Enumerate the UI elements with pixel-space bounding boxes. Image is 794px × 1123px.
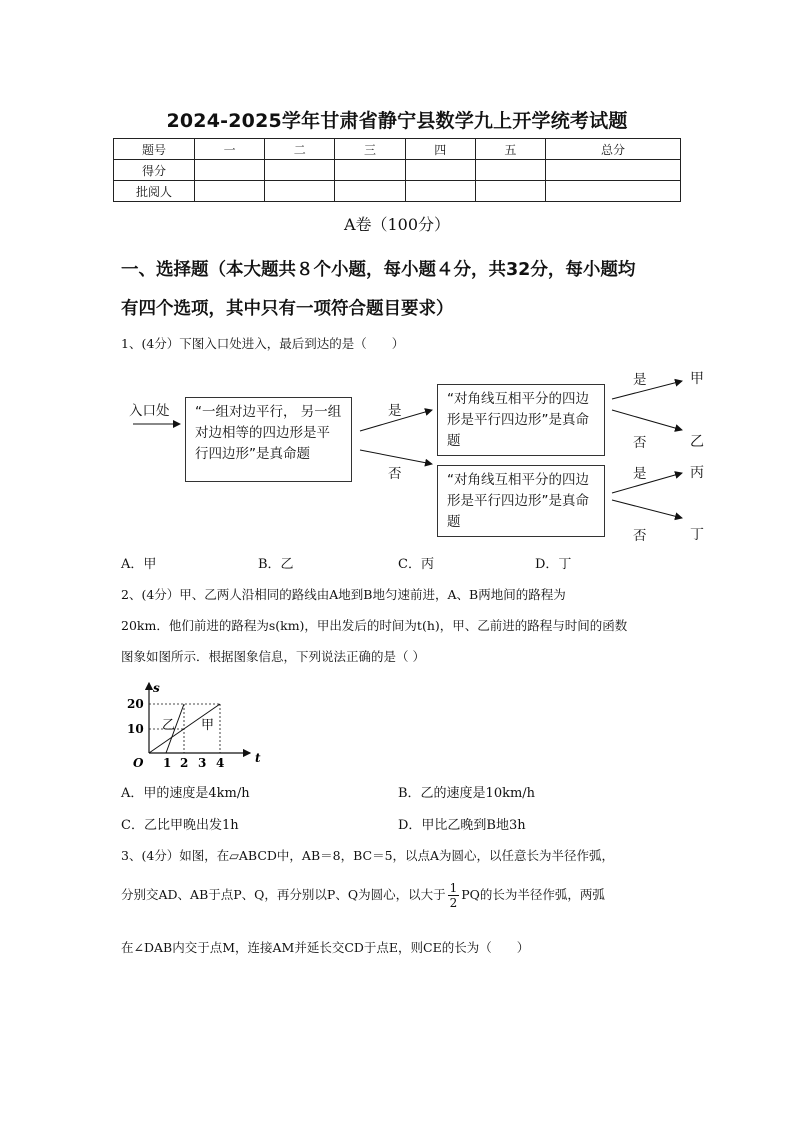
q2-graph xyxy=(120,678,270,773)
table-cell xyxy=(265,160,335,181)
fraction-denominator: 2 xyxy=(449,896,458,910)
table-cell xyxy=(195,181,265,202)
y-axis-label: s xyxy=(153,681,160,695)
question-3-line2 xyxy=(121,881,605,910)
fraction-one-half xyxy=(448,881,460,910)
table-cell xyxy=(405,160,475,181)
table-cell xyxy=(195,160,265,181)
table-cell xyxy=(546,160,681,181)
question-2-line2: 20km．他们前进的路程为s(km)，甲出发后的时间为t(h)，甲、乙前进的路程与时间的函数 xyxy=(121,618,628,633)
table-cell xyxy=(475,181,545,202)
label-no-top: 否 xyxy=(633,435,647,451)
exam-title: 2024-2025学年甘肃省静宁县数学九上开学统考试题 xyxy=(166,110,628,132)
score-table-header-row xyxy=(114,139,681,160)
question-3-line3: 在∠DAB内交于点M，连接AM并延长交CD于点E，则CE的长为（ ） xyxy=(121,940,530,955)
arrow-top-no xyxy=(612,410,682,430)
table-cell xyxy=(405,181,475,202)
table-cell: 三 xyxy=(335,139,405,160)
q2-option-c: C．乙比甲晚出发1h xyxy=(121,818,239,833)
score-table xyxy=(113,138,681,202)
x-tick-1: 1 xyxy=(163,756,172,770)
section-heading-line1: 一、选择题（本大题共８个小题，每小题４分，共32分，每小题均 xyxy=(121,260,636,280)
label-yes-main: 是 xyxy=(388,403,402,419)
table-cell xyxy=(265,181,335,202)
table-cell: 得分 xyxy=(114,160,195,181)
q2-option-a: A．甲的速度是4km/h xyxy=(121,786,250,801)
y-tick-10: 10 xyxy=(127,722,144,736)
arrow-top-yes xyxy=(612,381,682,399)
flow-box-bottom xyxy=(437,465,605,537)
label-no-main: 否 xyxy=(388,466,402,482)
table-cell xyxy=(335,160,405,181)
label-yi: 乙 xyxy=(162,718,176,733)
table-cell xyxy=(475,160,545,181)
flow-box-bottom-text: “对角线互相平分的四边形是平行四边形”是真命题 xyxy=(447,472,589,530)
question-1-stem: 1、(4分）下图入口处进入，最后到达的是（ ） xyxy=(121,336,405,351)
fraction-numerator: 1 xyxy=(449,881,458,895)
question-3-line2-pre: 分别交AD、AB于点P、Q，再分别以P、Q为圆心，以大于 xyxy=(121,887,446,902)
question-3-line1: 3、(4分）如图，在▱ABCD中，AB＝8，BC＝5，以点A为圆心，以任意长为半径作弧， xyxy=(121,848,615,863)
score-table-row xyxy=(114,160,681,181)
q1-option-d: D．丁 xyxy=(535,557,572,572)
arrow-bottom-yes xyxy=(612,473,682,493)
table-cell: 总分 xyxy=(546,139,681,160)
question-2-line1: 2、(4分）甲、乙两人沿相同的路线由A地到B地匀速前进，A、B两地间的路程为 xyxy=(121,587,566,602)
q1-option-a: A．甲 xyxy=(121,557,157,572)
y-tick-20: 20 xyxy=(127,697,144,711)
table-cell: 五 xyxy=(475,139,545,160)
x-tick-2: 2 xyxy=(180,756,189,770)
table-cell: 二 xyxy=(265,139,335,160)
dest-jia: 甲 xyxy=(690,371,704,387)
paper-a-heading: A卷（100分） xyxy=(343,215,451,234)
flow-box-main-text: “一组对边平行， 另一组对边相等的四边形是平行四边形”是真命题 xyxy=(195,404,342,462)
label-yes-top: 是 xyxy=(633,372,647,388)
question-2-line3: 图象如图所示．根据图象信息，下列说法正确的是（ ） xyxy=(121,649,425,664)
label-yes-bottom: 是 xyxy=(633,466,647,482)
x-tick-4: 4 xyxy=(216,756,225,770)
q2-option-d: D．甲比乙晚到B地3h xyxy=(398,818,526,833)
label-no-bottom: 否 xyxy=(633,528,647,544)
arrow-bottom-no xyxy=(612,500,682,518)
table-cell: 批阅人 xyxy=(114,181,195,202)
question-3-line2-post: PQ的长为半径作弧，两弧 xyxy=(461,887,605,902)
flow-box-main xyxy=(185,397,352,482)
q2-option-b: B．乙的速度是10km/h xyxy=(398,786,536,801)
x-axis-label: t xyxy=(255,751,261,765)
table-cell: 四 xyxy=(405,139,475,160)
origin-label: O xyxy=(133,756,144,770)
flow-box-top-text: “对角线互相平分的四边形是平行四边形”是真命题 xyxy=(447,391,589,449)
label-jia: 甲 xyxy=(201,718,215,733)
flowchart-arrows xyxy=(0,360,794,550)
dest-bing: 丙 xyxy=(690,465,704,481)
q1-option-c: C．丙 xyxy=(398,557,434,572)
table-cell: 一 xyxy=(195,139,265,160)
dest-yi: 乙 xyxy=(690,434,704,450)
flow-box-top xyxy=(437,384,605,456)
entrance-label: 入口处 xyxy=(129,403,170,419)
q1-option-b: B．乙 xyxy=(258,557,294,572)
score-table-row xyxy=(114,181,681,202)
table-cell xyxy=(546,181,681,202)
dest-ding: 丁 xyxy=(690,527,704,543)
table-cell: 题号 xyxy=(114,139,195,160)
table-cell xyxy=(335,181,405,202)
section-heading-line2: 有四个选项，其中只有一项符合题目要求） xyxy=(121,299,454,319)
x-tick-3: 3 xyxy=(198,756,207,770)
